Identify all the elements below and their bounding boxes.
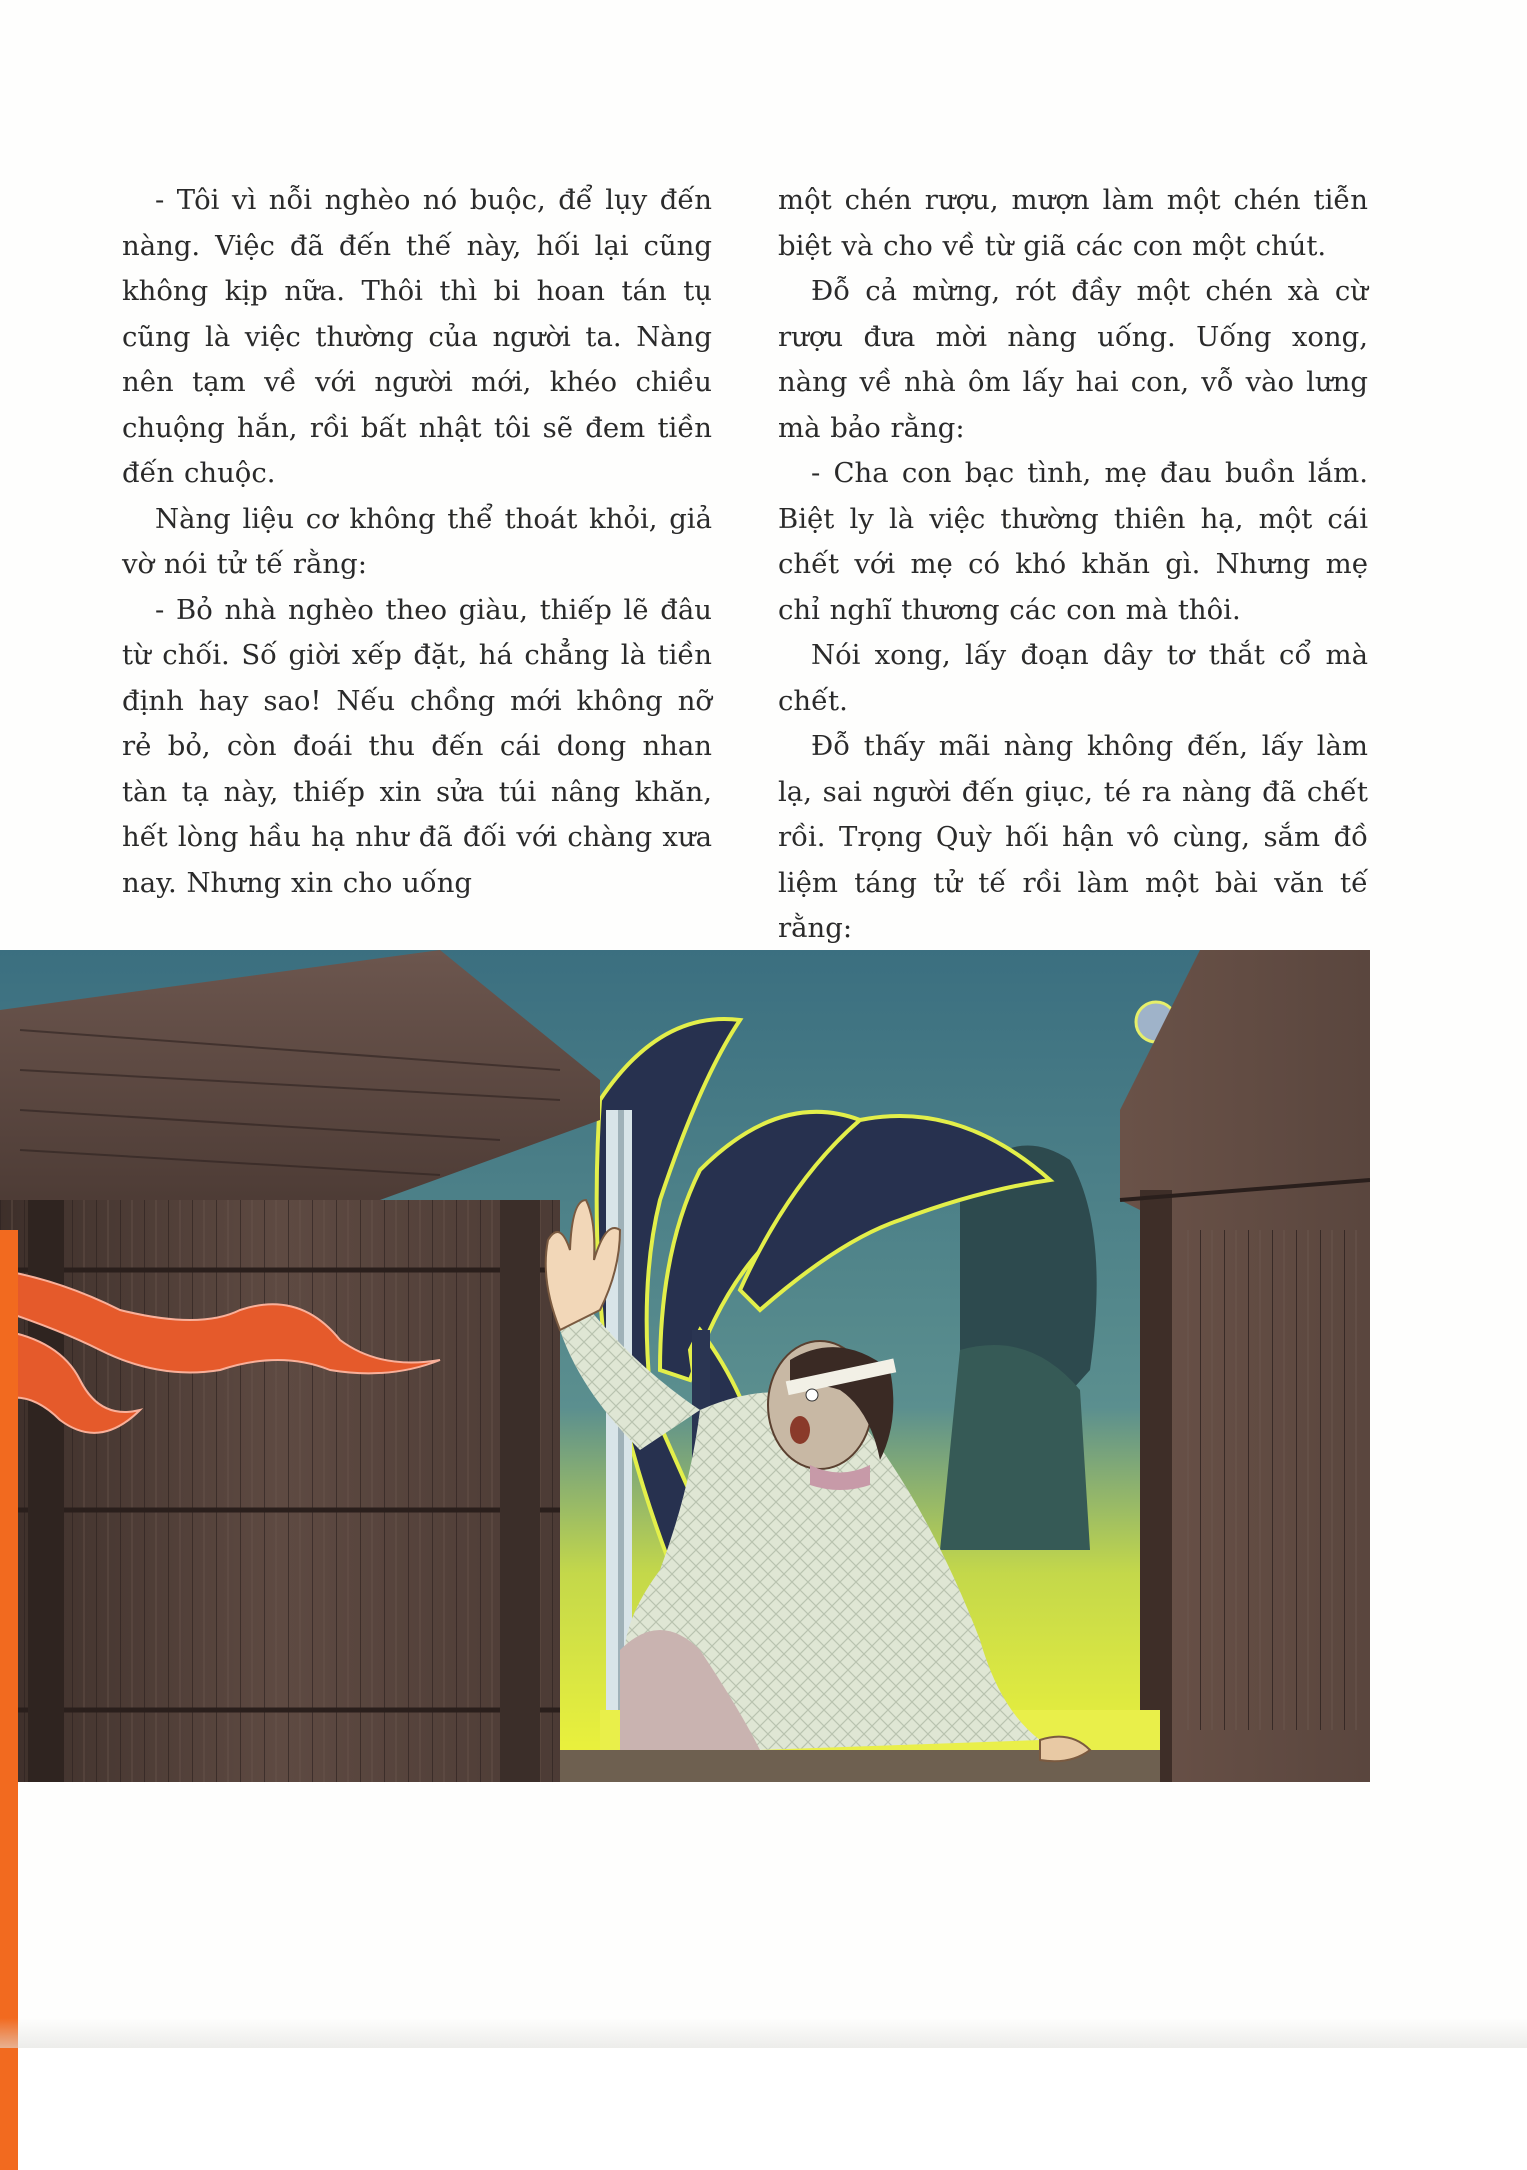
paragraph: - Cha con bạc tình, mẹ đau buồn lắm. Biệt ly là việc thường thiên hạ, một cái chết với mẹ có khó khăn gì. Nhưng mẹ chỉ nghĩ thương các con mà thôi. bbox=[778, 457, 1368, 626]
paragraph: Nói xong, lấy đoạn dây tơ thắt cổ mà chết. bbox=[778, 639, 1368, 717]
paragraph: Nàng liệu cơ không thể thoát khỏi, giả vờ nói tử tế rằng: bbox=[122, 502, 712, 580]
paragraph: Đỗ cả mừng, rót đầy một chén xà cừ rượu đưa mời nàng uống. Uống xong, nàng về nhà ôm lấy hai con, vỗ vào lưng mà bảo rằng: bbox=[778, 275, 1368, 444]
paragraph: - Tôi vì nỗi nghèo nó buộc, để lụy đến nàng. Việc đã đến thế này, hối lại cũng không kịp nữa. Thôi thì bi hoan tán tụ cũng là việc thường của người ta. Nàng nên tạm về với người mới, khéo chiều chuộng hắn, rồi bất nhật tôi sẽ đem tiền đến chuộc. bbox=[122, 184, 712, 489]
text-column-left bbox=[122, 178, 712, 906]
paragraph: Đỗ thấy mãi nàng không đến, lấy làm lạ, sai người đến giục, té ra nàng đã chết rồi. Trọng Quỳ hối hận vô cùng, sắm đồ liệm táng tử tế rồi làm một bài văn tế rằng: bbox=[778, 730, 1368, 944]
story-illustration bbox=[0, 950, 1370, 1782]
text-column-right bbox=[778, 178, 1368, 952]
paragraph: - Bỏ nhà nghèo theo giàu, thiếp lẽ đâu từ chối. Số giời xếp đặt, há chẳng là tiền định hay sao! Nếu chồng mới không nỡ rẻ bỏ, còn đoái thu đến cái dong nhan tàn tạ này, thiếp xin sửa túi nâng khăn, hết lòng hầu hạ như đã đối với chàng xưa nay. Nhưng xin cho uống bbox=[122, 593, 712, 899]
page-bottom-shadow bbox=[0, 2018, 1527, 2048]
paragraph: một chén rượu, mượn làm một chén tiễn biệt và cho về từ giã các con một chút. bbox=[778, 184, 1368, 262]
